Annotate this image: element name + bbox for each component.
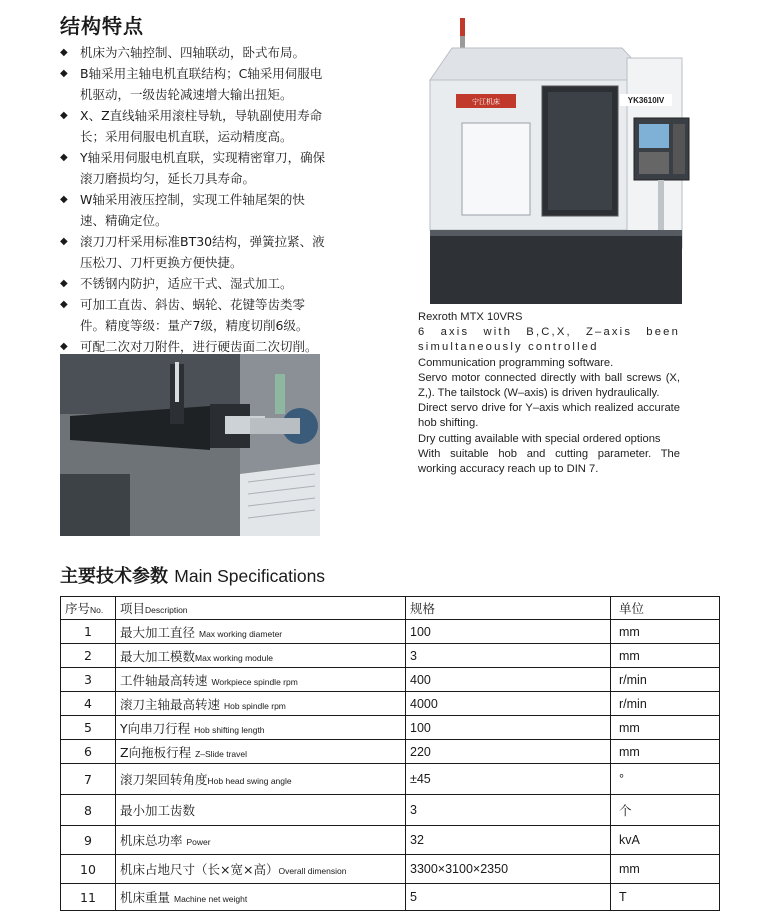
brand-plate-text: 宁江机床 xyxy=(472,98,500,106)
specifications-table xyxy=(60,596,720,911)
header-unit: 单位 xyxy=(611,597,720,620)
row-no: 1 xyxy=(61,620,116,644)
description-line: Communication programming software. xyxy=(418,356,614,369)
diamond-bullet-icon: ◆ xyxy=(60,47,68,58)
row-unit: mm xyxy=(611,855,720,884)
description-line: Servo motor connected directly with ball screws (X, Z,). The tailstock (W–axis) is driven hydraulically. xyxy=(418,371,680,400)
row-no: 8 xyxy=(61,795,116,826)
diamond-bullet-icon: ◆ xyxy=(60,278,68,289)
header-spec: 规格 xyxy=(406,597,611,620)
diamond-bullet-icon: ◆ xyxy=(60,110,68,121)
features-title: 结构特点 xyxy=(60,14,144,38)
row-no: 7 xyxy=(61,764,116,795)
description-line: 6 axis with B,C,X, Z–axis been simultaneously controlled xyxy=(418,326,680,354)
machine-photo xyxy=(412,18,702,306)
row-unit: mm xyxy=(611,740,720,764)
description-line: Dry cutting available with special ordered options xyxy=(418,432,661,445)
hobbing-closeup-photo xyxy=(60,354,320,536)
specifications-title xyxy=(60,562,325,588)
row-unit: mm xyxy=(611,644,720,668)
table-row xyxy=(61,692,720,716)
feature-item: ◆ 滚刀刀杆采用标准BT30结构，弹簧拉紧、液压松刀、刀杆更换方便快捷。 xyxy=(58,231,326,273)
header-no: 序号No. xyxy=(61,597,116,620)
header-description: 项目Description xyxy=(116,597,406,620)
diamond-bullet-icon: ◆ xyxy=(60,194,68,205)
row-description: 工件轴最高转速 Workpiece spindle rpm xyxy=(116,668,406,692)
row-unit: r/min xyxy=(611,692,720,716)
row-description: 滚刀主轴最高转速 Hob spindle rpm xyxy=(116,692,406,716)
row-no: 2 xyxy=(61,644,116,668)
table-row xyxy=(61,620,720,644)
row-value: 100 xyxy=(406,716,611,740)
row-description: 最小加工齿数 xyxy=(116,795,406,826)
row-unit: T xyxy=(611,884,720,911)
row-no: 3 xyxy=(61,668,116,692)
row-unit: r/min xyxy=(611,668,720,692)
description-line: Rexroth MTX 10VRS xyxy=(418,311,523,323)
row-description: 机床占地尺寸（长×宽×高）Overall dimension xyxy=(116,855,406,884)
row-no: 10 xyxy=(61,855,116,884)
feature-item: ◆ 机床为六轴控制、四轴联动，卧式布局。 xyxy=(58,42,326,63)
table-row xyxy=(61,884,720,911)
row-no: 6 xyxy=(61,740,116,764)
diamond-bullet-icon: ◆ xyxy=(60,341,68,352)
row-value: 220 xyxy=(406,740,611,764)
specifications-title-cn: 主要技术参数 xyxy=(60,566,168,587)
specifications-title-en: Main Specifications xyxy=(174,566,326,586)
row-unit: mm xyxy=(611,620,720,644)
feature-item: ◆ 不锈钢内防护，适应干式、湿式加工。 xyxy=(58,273,326,294)
row-value: ±45 xyxy=(406,764,611,795)
row-description: 机床重量 Machine net weight xyxy=(116,884,406,911)
table-row xyxy=(61,740,720,764)
table-row xyxy=(61,644,720,668)
row-description: 机床总功率 Power xyxy=(116,826,406,855)
description-line: Direct servo drive for Y–axis which realized accurate hob shifting. xyxy=(418,402,680,430)
english-description xyxy=(418,310,680,477)
row-value: 3 xyxy=(406,795,611,826)
row-value: 5 xyxy=(406,884,611,911)
row-no: 9 xyxy=(61,826,116,855)
table-row xyxy=(61,826,720,855)
row-value: 4000 xyxy=(406,692,611,716)
feature-item: ◆ 可配二次对刀附件，进行硬齿面二次切削。 xyxy=(58,336,326,357)
table-row xyxy=(61,855,720,884)
row-description: Z向拖板行程 Z–Slide travel xyxy=(116,740,406,764)
row-value: 100 xyxy=(406,620,611,644)
diamond-bullet-icon: ◆ xyxy=(60,68,68,79)
diamond-bullet-icon: ◆ xyxy=(60,299,68,310)
table-row xyxy=(61,795,720,826)
table-row xyxy=(61,716,720,740)
row-value: 3300×3100×2350 xyxy=(406,855,611,884)
row-description: Y向串刀行程 Hob shifting length xyxy=(116,716,406,740)
row-description: 滚刀架回转角度Hob head swing angle xyxy=(116,764,406,795)
row-no: 11 xyxy=(61,884,116,911)
row-unit: 个 xyxy=(611,795,720,826)
feature-item: ◆ W轴采用液压控制，实现工件轴尾架的快速、精确定位。 xyxy=(58,189,326,231)
row-value: 32 xyxy=(406,826,611,855)
table-header-row xyxy=(61,597,720,620)
row-unit: kvA xyxy=(611,826,720,855)
description-line: With suitable hob and cutting parameter. The working accuracy reach up to DIN 7. xyxy=(418,447,680,476)
feature-item: ◆ Y轴采用伺服电机直联，实现精密窜刀，确保滚刀磨损均匀，延长刀具寿命。 xyxy=(58,147,326,189)
feature-item: ◆ 可加工直齿、斜齿、蜗轮、花键等齿类零件。精度等级：量产7级，精度切削6级。 xyxy=(58,294,326,336)
diamond-bullet-icon: ◆ xyxy=(60,236,68,247)
row-unit: mm xyxy=(611,716,720,740)
table-row xyxy=(61,764,720,795)
row-value: 3 xyxy=(406,644,611,668)
row-no: 4 xyxy=(61,692,116,716)
feature-item: ◆ X、Z直线轴采用滚柱导轨，导轨副使用寿命长；采用伺服电机直联，运动精度高。 xyxy=(58,105,326,147)
table-row xyxy=(61,668,720,692)
model-label-text: YK3610IV xyxy=(627,96,665,105)
row-no: 5 xyxy=(61,716,116,740)
row-description: 最大加工模数Max working module xyxy=(116,644,406,668)
feature-item: ◆ B轴采用主轴电机直联结构；C轴采用伺服电机驱动，一级齿轮减速增大输出扭矩。 xyxy=(58,63,326,105)
diamond-bullet-icon: ◆ xyxy=(60,152,68,163)
row-description: 最大加工直径 Max working diameter xyxy=(116,620,406,644)
row-unit: ° xyxy=(611,764,720,795)
features-list xyxy=(58,42,326,357)
row-value: 400 xyxy=(406,668,611,692)
